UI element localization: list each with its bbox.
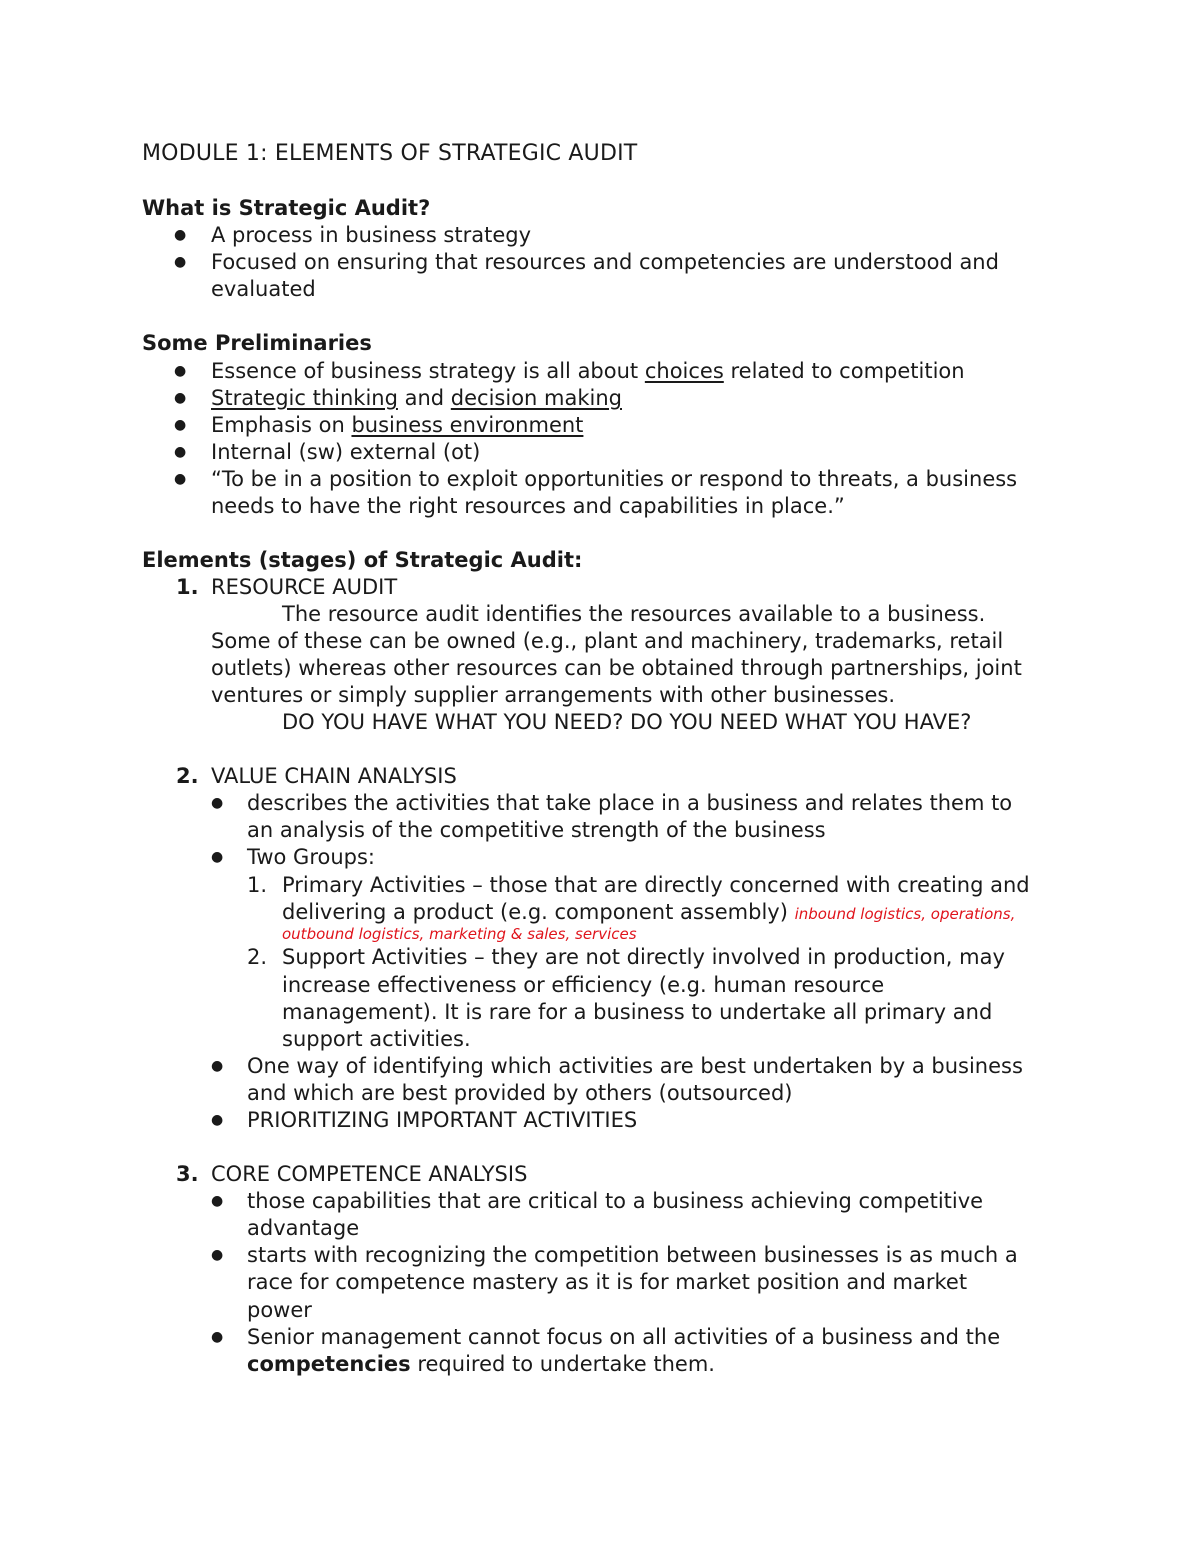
list-item: One way of identifying which activities are best undertaken by a business — [247, 1054, 1023, 1078]
list-item: Internal (sw) external (ot) — [211, 440, 481, 464]
bullet-icon: ● — [174, 254, 187, 270]
list-item-continuation: needs to have the right resources and capabilities in place.” — [211, 494, 845, 518]
underlined-term: business environment — [351, 413, 584, 437]
list-item-continuation: advantage — [247, 1216, 360, 1240]
bullet-icon: ● — [211, 1247, 224, 1263]
paragraph-line: outlets) whereas other resources can be obtained through partnerships, joint — [211, 656, 1022, 680]
list-item: “To be in a position to exploit opportunities or respond to threats, a business — [211, 467, 1018, 491]
stage-title-resource-audit: RESOURCE AUDIT — [211, 575, 398, 599]
sub-list-number: 1. — [247, 873, 268, 897]
list-item: those capabilities that are critical to a business achieving competitive — [247, 1189, 984, 1213]
stage-title-core-competence: CORE COMPETENCE ANALYSIS — [211, 1162, 528, 1186]
bullet-icon: ● — [211, 1058, 224, 1074]
list-item: Emphasis on business environment — [211, 413, 584, 437]
paragraph-line: The resource audit identifies the resources available to a business. — [282, 602, 986, 626]
list-item: Focused on ensuring that resources and competencies are understood and — [211, 250, 999, 274]
list-item-continuation: evaluated — [211, 277, 316, 301]
list-item-continuation: competencies required to undertake them. — [247, 1352, 715, 1376]
list-item-continuation: race for competence mastery as it is for market position and market — [247, 1270, 968, 1294]
sub-list-item: Primary Activities – those that are directly concerned with creating and — [282, 873, 1030, 897]
list-item: describes the activities that take place in a business and relates them to — [247, 791, 1013, 815]
red-annotation: inbound logistics, operations, — [794, 905, 1016, 923]
bullet-icon: ● — [174, 471, 187, 487]
list-item: A process in business strategy — [211, 223, 532, 247]
paragraph-line: Some of these can be owned (e.g., plant and machinery, trademarks, retail — [211, 629, 1004, 653]
bullet-icon: ● — [211, 1112, 224, 1128]
underlined-term: choices — [644, 359, 724, 383]
sub-list-item-continuation: support activities. — [282, 1027, 471, 1051]
stage-title-value-chain: VALUE CHAIN ANALYSIS — [211, 764, 457, 788]
list-number: 1. — [176, 575, 199, 599]
list-item: Essence of business strategy is all about choices related to competition — [211, 359, 965, 383]
sub-list-number: 2. — [247, 945, 268, 969]
sub-list-item-continuation: delivering a product (e.g. component assembly) inbound logistics, operations, — [282, 900, 1016, 924]
red-annotation: outbound logistics, marketing & sales, services — [282, 925, 637, 943]
list-number: 3. — [176, 1162, 199, 1186]
paragraph-line: DO YOU HAVE WHAT YOU NEED? DO YOU NEED WHAT YOU HAVE? — [282, 710, 972, 734]
section-heading-what-is: What is Strategic Audit? — [142, 196, 431, 220]
bullet-icon: ● — [174, 363, 187, 379]
list-item-continuation: and which are best provided by others (outsourced) — [247, 1081, 793, 1105]
section-heading-preliminaries: Some Preliminaries — [142, 331, 372, 355]
list-number: 2. — [176, 764, 199, 788]
sub-list-item-continuation: management). It is rare for a business to undertake all primary and — [282, 1000, 993, 1024]
bullet-icon: ● — [174, 390, 187, 406]
sub-list-item-continuation: increase effectiveness or efficiency (e.g. human resource — [282, 973, 885, 997]
module-title: MODULE 1: ELEMENTS OF STRATEGIC AUDIT — [142, 141, 638, 166]
bullet-icon: ● — [211, 849, 224, 865]
bullet-icon: ● — [174, 227, 187, 243]
bullet-icon: ● — [211, 1193, 224, 1209]
list-item: starts with recognizing the competition between businesses is as much a — [247, 1243, 1018, 1267]
bullet-icon: ● — [211, 1329, 224, 1345]
bullet-icon: ● — [211, 795, 224, 811]
sub-list-item: Support Activities – they are not directly involved in production, may — [282, 945, 1005, 969]
bullet-icon: ● — [174, 417, 187, 433]
bullet-icon: ● — [174, 444, 187, 460]
list-item: Two Groups: — [247, 845, 375, 869]
bold-term: competencies — [247, 1352, 411, 1376]
underlined-term: decision making — [450, 386, 622, 410]
list-item: PRIORITIZING IMPORTANT ACTIVITIES — [247, 1108, 638, 1132]
list-item-continuation: an analysis of the competitive strength of the business — [247, 818, 826, 842]
section-heading-elements: Elements (stages) of Strategic Audit: — [142, 548, 583, 572]
list-item: Senior management cannot focus on all activities of a business and the — [247, 1325, 1001, 1349]
underlined-term: Strategic thinking — [211, 386, 398, 410]
list-item: Strategic thinking and decision making — [211, 386, 622, 410]
list-item-continuation: power — [247, 1298, 312, 1322]
paragraph-line: ventures or simply supplier arrangements with other businesses. — [211, 683, 896, 707]
